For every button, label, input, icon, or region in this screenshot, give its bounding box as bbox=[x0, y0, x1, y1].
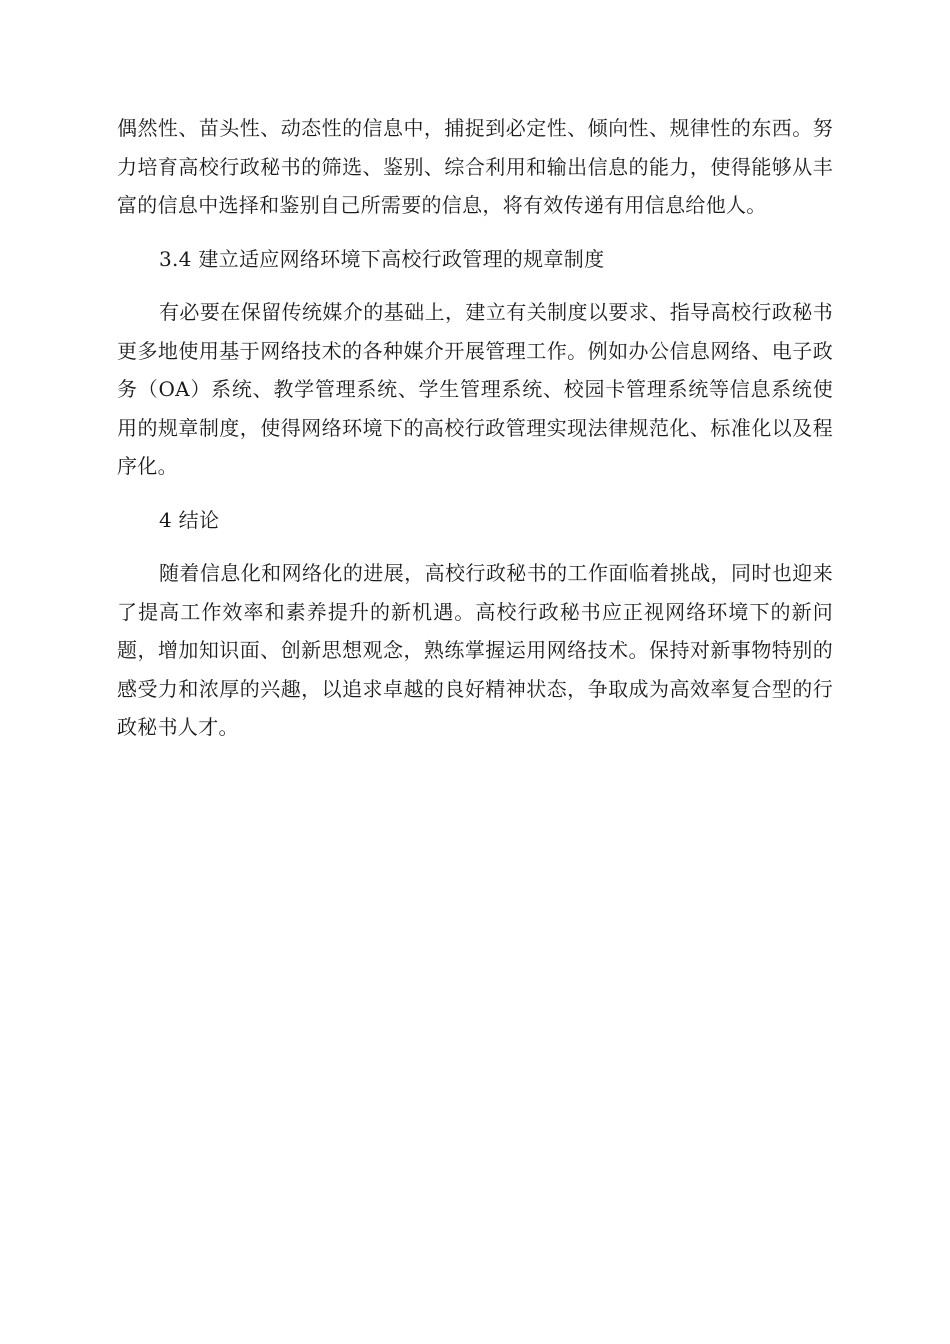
paragraph-information-ability: 偶然性、苗头性、动态性的信息中，捕捉到必定性、倾向性、规律性的东西。努力培育高校行政秘书的筛选、鉴别、综合利用和输出信息的能力，使得能够从丰富的信息中选择和鉴别自己所需要的信息，将有效传递有用信息给他人。 bbox=[117, 116, 833, 217]
paragraph-conclusion: 随着信息化和网络化的进展，高校行政秘书的工作面临着挑战，同时也迎来了提高工作效率和素养提升的新机遇。高校行政秘书应正视网络环境下的新问题，增加知识面、创新思想观念，熟练掌握运用网络技术。保持对新事物特别的感受力和浓厚的兴趣，以追求卓越的良好精神状态，争取成为高效率复合型的行政秘书人才。 bbox=[117, 561, 833, 739]
document-page bbox=[117, 109, 833, 747]
section-heading-3-4: 3.4 建立适应网络环境下高校行政管理的规章制度 bbox=[159, 246, 605, 271]
paragraph-regulations: 有必要在保留传统媒介的基础上，建立有关制度以要求、指导高校行政秘书更多地使用基于网络技术的各种媒介开展管理工作。例如办公信息网络、电子政务（OA）系统、教学管理系统、学生管理系统、校园卡管理系统等信息系统使用的规章制度，使得网络环境下的高校行政管理实现法律规范化、标准化以及程序化。 bbox=[117, 300, 833, 478]
section-heading-conclusion: 4 结论 bbox=[159, 507, 220, 532]
